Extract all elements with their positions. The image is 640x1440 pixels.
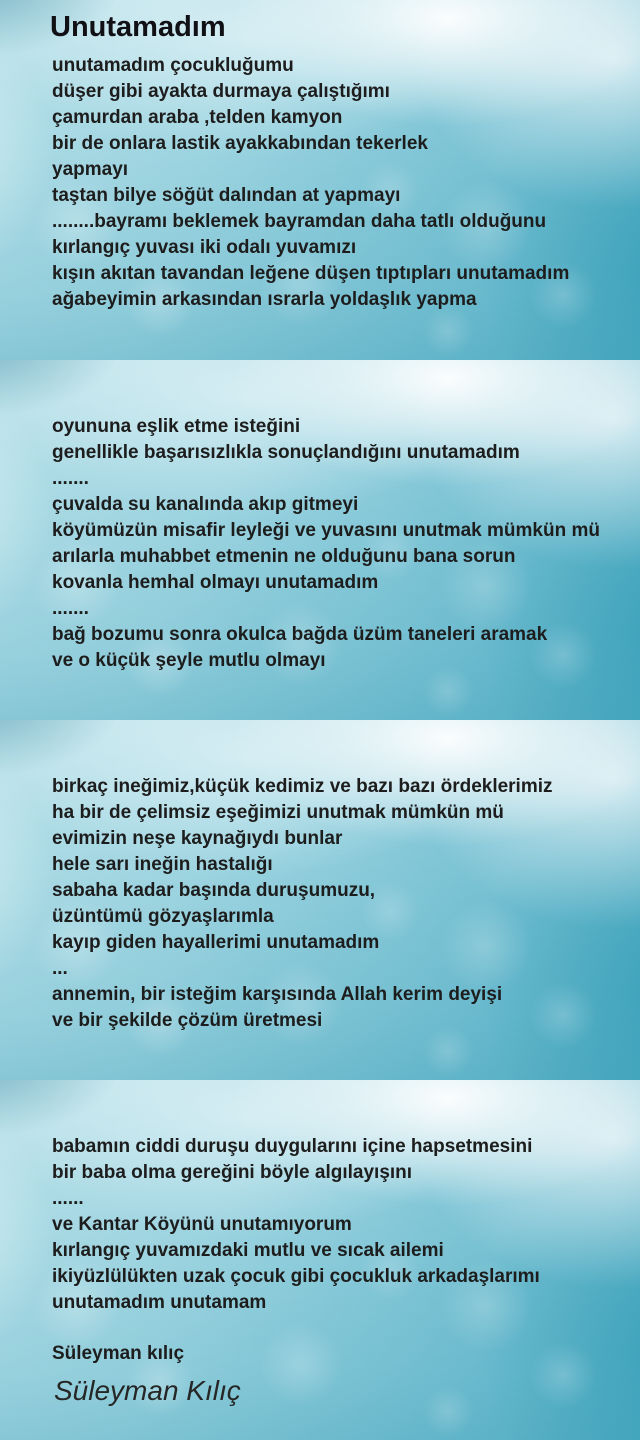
poet-signature: Süleyman kılıç [52,1343,185,1364]
stanza [52,774,553,1034]
poem-line: evimizin neşe kaynağıydı bunlar [52,828,343,849]
poem-line: ...... [52,1188,84,1209]
poem-line: oyununa eşlik etme isteğini [52,416,301,437]
poem-line: kırlangıç yuvamızdaki mutlu ve sıcak ailemi [52,1240,444,1261]
poem-line: birkaç ineğimiz,küçük kedimiz ve bazı bazı ördeklerimiz [52,776,553,797]
poem-line: kayıp giden hayallerimi unutamadım [52,932,380,953]
stanza [52,414,600,674]
poem-line: yapmayı [52,159,129,180]
stanza [52,53,569,313]
poet-name-italic: Süleyman Kılıç [54,1375,241,1406]
poem-line: çuvalda su kanalında akıp gitmeyi [52,494,359,515]
poem-line: ve Kantar Köyünü unutamıyorum [52,1214,352,1235]
poem-line: kırlangıç yuvası iki odalı yuvamızı [52,237,357,258]
poem-line: kışın akıtan tavandan leğene düşen tıptıpları unutamadım [52,263,570,284]
poem-line: bir de onlara lastik ayakkabından tekerlek [52,133,428,154]
poem-line: arılarla muhabbet etmenin ne olduğunu bana sorun [52,546,516,567]
poem-line: kovanla hemhal olmayı unutamadım [52,572,379,593]
poem-line: ve bir şekilde çözüm üretmesi [52,1010,323,1031]
poem-line: sabaha kadar başında duruşumuzu, [52,880,376,901]
poem-line: ........bayramı beklemek bayramdan daha tatlı olduğunu [52,211,547,232]
poem-line: düşer gibi ayakta durmaya çalıştığımı [52,81,390,102]
poem-line: ... [52,958,68,979]
poem-line: hele sarı ineğin hastalığı [52,854,273,875]
poem-line: taştan bilye söğüt dalından at yapmayı [52,185,401,206]
poem-line: ağabeyimin arkasından ısrarla yoldaşlık yapma [52,289,477,310]
poem-line: bağ bozumu sonra okulca bağda üzüm taneleri aramak [52,624,548,645]
poem-line: bir baba olma gereğini böyle algılayışını [52,1162,413,1183]
poem-line: çamurdan araba ,telden kamyon [52,107,343,128]
poem-line: ....... [52,598,89,619]
stanza [52,1134,540,1316]
poem-line: unutamadım çocukluğumu [52,55,294,76]
poem-line: üzüntümü gözyaşlarımla [52,906,274,927]
poem-line: babamın ciddi duruşu duygularını içine hapsetmesini [52,1136,533,1157]
poem-line: köyümüzün misafir leyleği ve yuvasını unutmak mümkün mü [52,520,600,541]
poem-line: genellikle başarısızlıkla sonuçlandığını unutamadım [52,442,520,463]
poem-line: ha bir de çelimsiz eşeğimizi unutmak mümkün mü [52,802,504,823]
poem-line: ....... [52,468,89,489]
poem-line: ve o küçük şeyle mutlu olmayı [52,650,326,671]
poem-line: ikiyüzlülükten uzak çocuk gibi çocukluk arkadaşlarımı [52,1266,540,1287]
poem-line: annemin, bir isteğim karşısında Allah kerim deyişi [52,984,503,1005]
poem-title: Unutamadım [50,11,226,43]
poem-line: unutamadım unutamam [52,1292,267,1313]
